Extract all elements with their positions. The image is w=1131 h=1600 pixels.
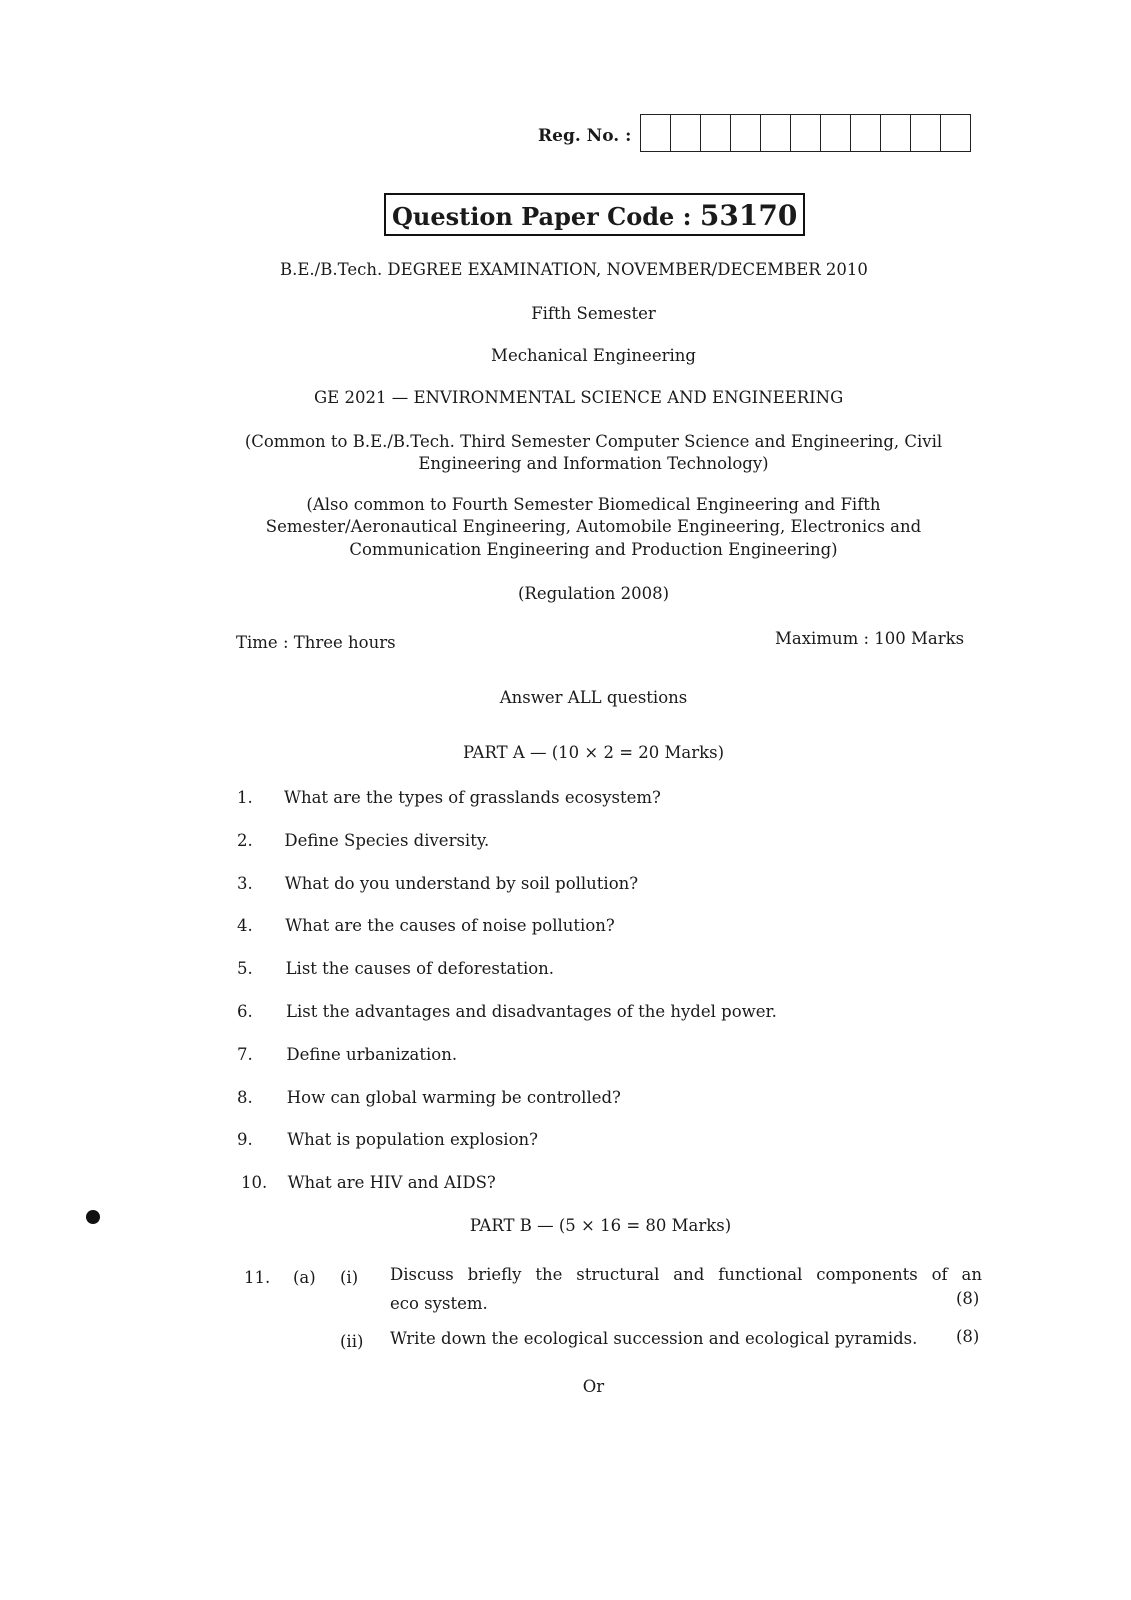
reg-no-digit-box[interactable] xyxy=(641,115,671,151)
max-marks: Maximum : 100 Marks xyxy=(775,629,965,648)
question-text: What are the causes of noise pollution? xyxy=(285,916,615,936)
question-number: 4. xyxy=(237,916,253,936)
time: Time : Three hours xyxy=(236,633,396,652)
question-text: Define urbanization. xyxy=(286,1044,458,1064)
question-number: 2. xyxy=(237,830,253,850)
question-text: What do you understand by soil pollution? xyxy=(284,873,639,893)
question-text: What are HIV and AIDS? xyxy=(287,1173,496,1193)
reg-no-digit-box[interactable] xyxy=(821,115,851,151)
semester: Fifth Semester xyxy=(531,304,656,323)
question-number: 9. xyxy=(237,1130,253,1150)
question-paper-code-box xyxy=(384,193,805,236)
question-text: What is population explosion? xyxy=(287,1130,538,1150)
reg-no-digit-box[interactable] xyxy=(701,115,731,151)
reg-no-digit-box[interactable] xyxy=(941,115,970,151)
q11-ii-marks: (8) xyxy=(956,1327,980,1346)
q11-i-marks: (8) xyxy=(956,1289,980,1308)
instruction: Answer ALL questions xyxy=(499,688,688,707)
question-number: 6. xyxy=(237,1002,253,1021)
reg-no-digit-box[interactable] xyxy=(881,115,911,151)
part-a-title: PART A — (10 × 2 = 20 Marks) xyxy=(462,743,725,762)
also-common-1: (Also common to Fourth Semester Biomedical Engineering and Fifth xyxy=(306,495,881,514)
scan-punch-mark xyxy=(86,1210,100,1224)
qpc-value: 53170 xyxy=(699,199,798,232)
reg-no-digit-box[interactable] xyxy=(671,115,701,151)
also-common-2: Semester/Aeronautical Engineering, Automobile Engineering, Electronics and xyxy=(265,517,922,536)
q11-i-text: Discuss briefly the structural and functional components of an xyxy=(390,1265,982,1284)
q11-i-text-2: eco system. xyxy=(390,1294,488,1313)
question-text: List the causes of deforestation. xyxy=(285,959,555,979)
question-number: 5. xyxy=(237,959,253,979)
q11-number: 11. xyxy=(244,1268,271,1287)
question-number: 7. xyxy=(237,1044,253,1064)
regulation: (Regulation 2008) xyxy=(517,584,670,603)
exam-title: B.E./B.Tech. DEGREE EXAMINATION, NOVEMBER/DECEMBER 2010 xyxy=(280,260,868,279)
question-number: 10. xyxy=(241,1173,268,1193)
question-text: How can global warming be controlled? xyxy=(286,1087,621,1107)
common-to-1: (Common to B.E./B.Tech. Third Semester Computer Science and Engineering, Civil xyxy=(244,432,943,451)
reg-no-digit-box[interactable] xyxy=(911,115,941,151)
reg-no-digit-box[interactable] xyxy=(761,115,791,151)
subject: GE 2021 — ENVIRONMENTAL SCIENCE AND ENGINEERING xyxy=(314,388,844,407)
q11-ii-text: Write down the ecological succession and ecological pyramids. xyxy=(390,1329,918,1348)
reg-no-label: Reg. No. : xyxy=(538,126,632,146)
or-separator: Or xyxy=(582,1377,605,1396)
question-number: 8. xyxy=(237,1087,253,1107)
question-text: List the advantages and disadvantages of the hydel power. xyxy=(286,1002,777,1021)
question-text: Define Species diversity. xyxy=(284,830,490,850)
question-number: 3. xyxy=(237,873,253,893)
reg-no-digit-box[interactable] xyxy=(731,115,761,151)
q11-sub-a: (a) xyxy=(293,1268,316,1287)
reg-no-digit-box[interactable] xyxy=(791,115,821,151)
part-b-title: PART B — (5 × 16 = 80 Marks) xyxy=(469,1216,732,1235)
reg-no-digit-box[interactable] xyxy=(851,115,881,151)
question-text: What are the types of grasslands ecosystem? xyxy=(284,788,661,807)
also-common-3: Communication Engineering and Production Engineering) xyxy=(349,540,838,559)
common-to-2: Engineering and Information Technology) xyxy=(418,454,769,473)
department: Mechanical Engineering xyxy=(491,346,696,365)
reg-no-boxes[interactable] xyxy=(640,114,971,152)
question-number: 1. xyxy=(237,788,253,807)
q11-ii-label: (ii) xyxy=(340,1332,364,1351)
q11-i-label: (i) xyxy=(340,1268,359,1287)
qpc-label: Question Paper Code : xyxy=(392,202,692,231)
